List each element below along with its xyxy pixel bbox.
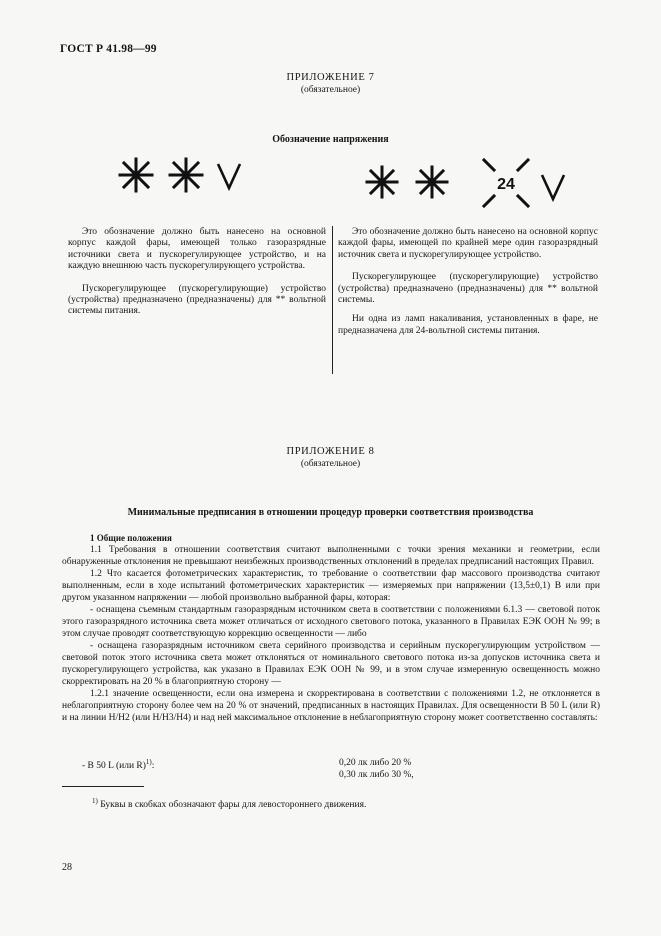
appendix-7-status: (обязательное) <box>300 85 361 95</box>
deviation-label-text: - B 50 L (или R) <box>82 761 146 772</box>
footnote <box>92 797 366 810</box>
voltage-letter-glyph <box>542 175 564 199</box>
deviation-value: 0,30 лк либо 30 %, <box>339 770 414 780</box>
right-column <box>338 227 598 345</box>
deviation-value: 0,20 лк либо 20 % <box>339 758 412 768</box>
left-paragraph: Пускорегулирующее (пускорегулирующие) устройство (устройства) предназначено (предназначены) для ** вольтной системы питания. <box>68 283 326 317</box>
right-paragraph: Ни одна из ламп накаливания, установленных в фаре, не предназначена для 24-вольтной системы питания. <box>338 314 598 336</box>
left-column <box>68 227 326 326</box>
appendix-8-title: ПРИЛОЖЕНИЕ 8 <box>286 446 375 457</box>
subsection-heading: 1 Общие положения <box>90 533 172 543</box>
document-code: ГОСТ Р 41.98—99 <box>60 43 157 55</box>
footnote-separator <box>62 786 144 787</box>
footnote-marker: 1) <box>92 797 98 805</box>
asterisk-symbol-icon <box>120 159 152 191</box>
body-paragraph: 1.1 Требования в отношении соответствия считают выполненными с точки зрения механики и геометрии, если обнаруженные отклонения не превышают неизбежных производственных отклонений в пределах предписаний настоящих Правил. <box>62 545 600 567</box>
body-paragraph: - оснащена газоразрядным источником света серийного производства и серийным пускорегулирующим устройством — световой поток этого источника света может отклоняться от номинального светового потока из-за допусков источника света и пускорегулирующего устройства, как указано в Правилах ЕЭК ООН № 99, и в этом случае измеренную освещенность можно скорректировать на 20 % в благоприятную сторону — <box>62 641 600 687</box>
footnote-ref: 1) <box>145 758 152 766</box>
appendix-7-section-title: Обозначение напряжения <box>272 134 389 145</box>
body-paragraph: - оснащена съемным стандартным газоразрядным источником света в соответствии с положениями 6.1.3 — световой поток этого газоразрядного источника света может отличаться от исходного светового потока, указанного в Правилах ЕЭК ООН № 99; в этом случае проводят соответствующую коррекцию освещенности — либо <box>62 605 600 639</box>
voltage-marking-right <box>364 156 574 212</box>
page-number: 28 <box>62 862 72 873</box>
left-paragraph: Это обозначение должно быть нанесено на основной корпус каждой фары, имеющей только газоразрядные источники света и пускорегулирующее устройство, и на каждую внешнюю часть пускорегулирующего устройства. <box>68 227 326 272</box>
deviation-label-colon: : <box>151 761 155 772</box>
appendix-8-status: (обязательное) <box>300 459 361 469</box>
appendix-7-title: ПРИЛОЖЕНИЕ 7 <box>286 72 375 83</box>
voltage-letter-glyph <box>218 164 240 188</box>
right-paragraph: Пускорегулирующее (пускорегулирующие) устройство (устройства) предназначено (предназначены) для ** вольтной системы. <box>338 272 598 306</box>
column-divider <box>332 226 333 374</box>
voltage-number: 24 <box>497 176 515 193</box>
voltage-marking-left <box>118 158 248 194</box>
body-paragraph: 1.2 Что касается фотометрических характеристик, то требование о соответствии фар массового производства считают выполненным, если в ходе испытаний фотометрических характеристик — измеряемых при напряжении (13,5±0,1) В или при другом указанном напряжении — любой произвольно выбранной фары, которая: <box>62 569 600 603</box>
right-paragraph: Это обозначение должно быть нанесено на основной корпус каждой фары, имеющей по крайней мере один газоразрядный источник света и пускорегулирующее устройство. <box>338 227 598 260</box>
footnote-text: Буквы в скобках обозначают фары для левостороннего движения. <box>100 800 367 811</box>
asterisk-symbol-icon <box>170 159 202 191</box>
appendix-8-body <box>62 530 600 724</box>
asterisk-symbol-icon <box>417 167 447 197</box>
deviation-label <box>82 758 154 771</box>
body-paragraph: 1.2.1 значение освещенности, если она измерена и скорректирована в соответствии с положениями 1.2, не отклоняется в неблагоприятную сторону более чем на 20 % от значений, предписанных в настоящих Правилах. Для освещенности В 50 L (или R) и на линии H/H2 (или H/H3/H4) и над ней максимальное отклонение в неблагоприятную сторону может соответственно составлять: <box>62 689 600 723</box>
appendix-8-section-title: Минимальные предписания в отношении процедур проверки соответствия производства <box>127 507 534 518</box>
asterisk-symbol-icon <box>367 167 397 197</box>
